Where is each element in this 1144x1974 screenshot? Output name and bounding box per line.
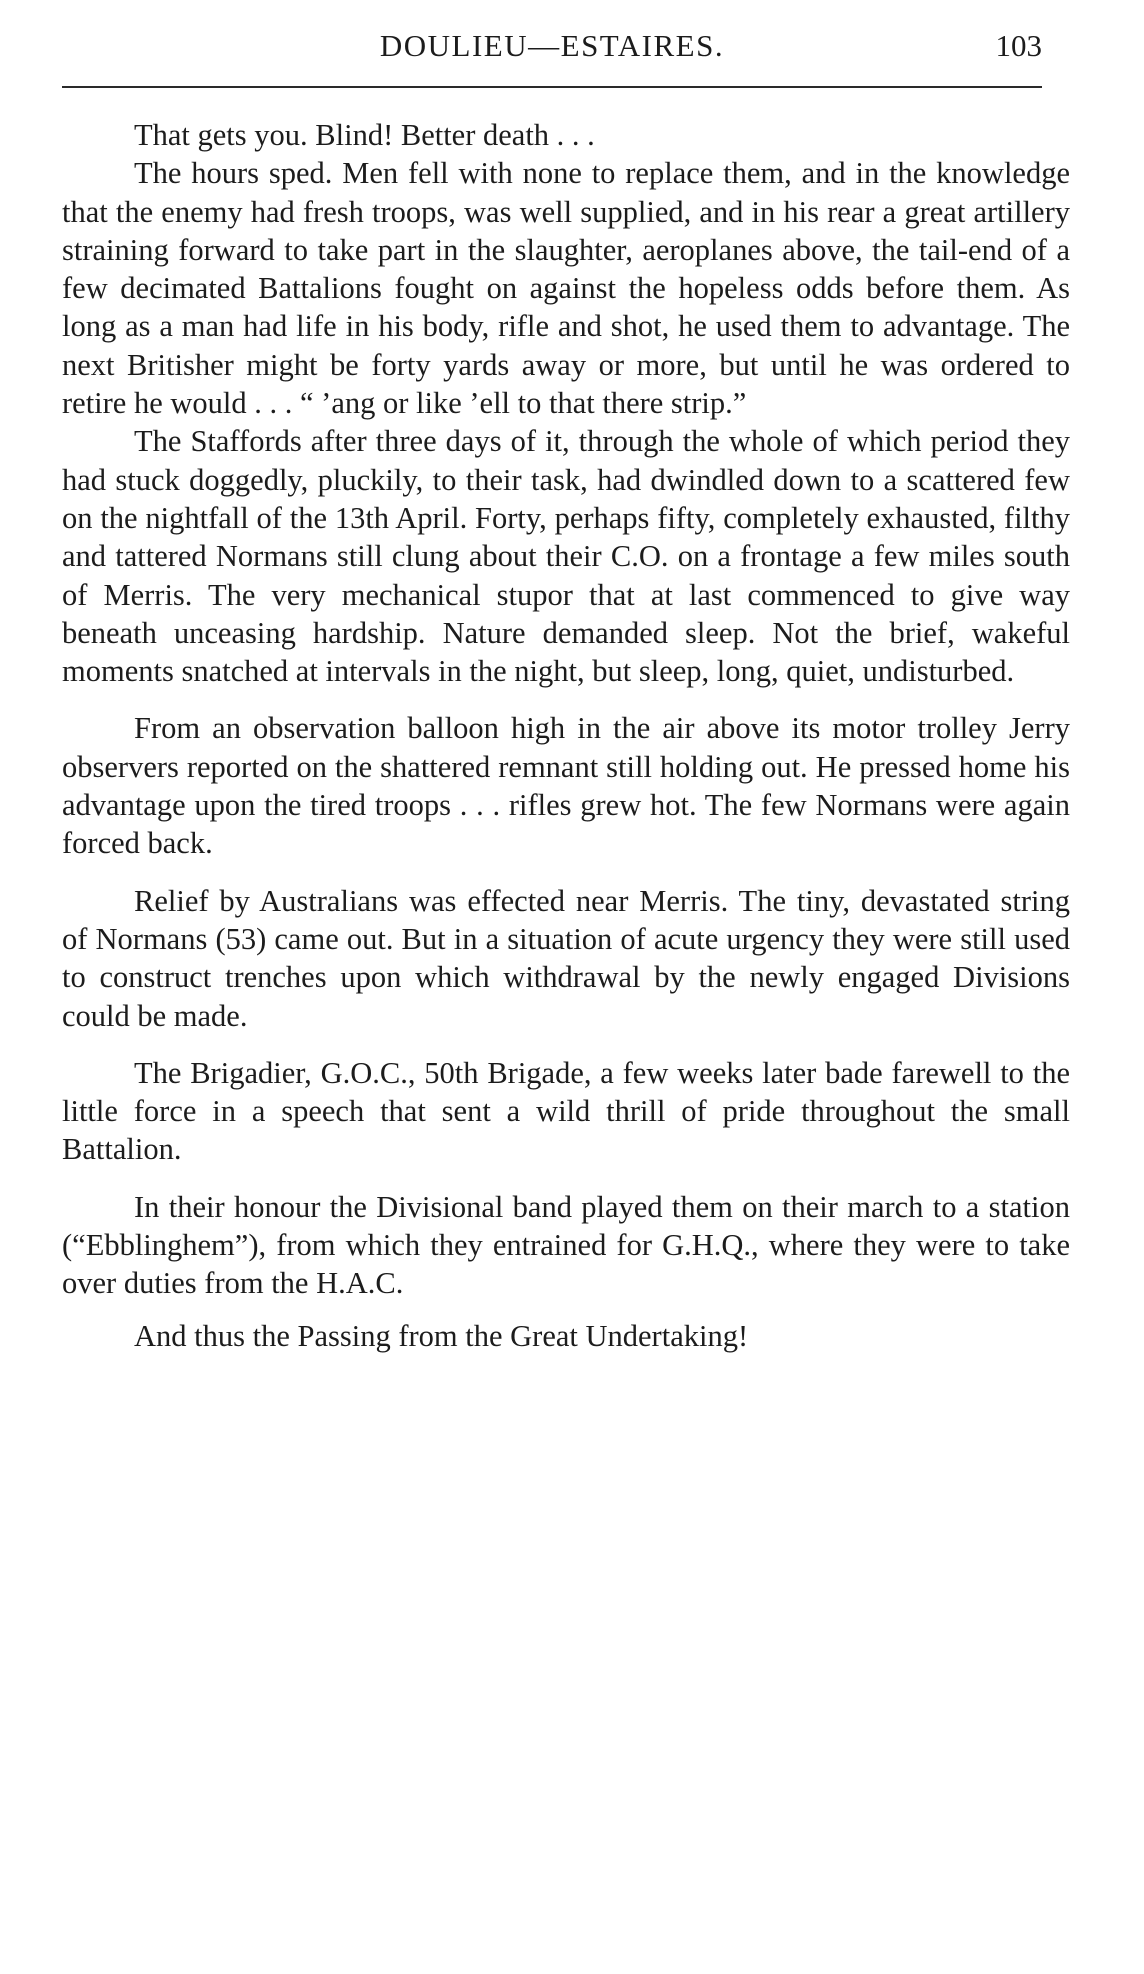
- paragraph-3: The Staffords after three days of it, through the whole of which period they had stuck doggedly, pluckily, to their task, had dwindled down to a scattered few on the nightfall of the 13th April. Forty, perhaps fifty, completely exhausted, filthy and tattered Normans still clung about their C.O. on a frontage a few miles south of Merris. The very mechanical stupor that at last commenced to give way beneath unceasing hardship. Nature demanded sleep. Not the brief, wakeful moments snatched at intervals in the night, but sleep, long, quiet, undisturbed.: [62, 424, 1070, 689]
- paragraph-6: The Brigadier, G.O.C., 50th Brigade, a few weeks later bade farewell to the little force in a speech that sent a wild thrill of pride throughout the small Battalion.: [62, 1055, 1070, 1167]
- header-rule: [62, 86, 1042, 88]
- paragraph-5: Relief by Australians was effected near Merris. The tiny, devastated string of Normans (53) came out. But in a situation of acute urgency they were still used to construct trenches upon which withdrawal by the newly engaged Divisions could be made.: [62, 883, 1070, 1033]
- running-title: DOULIEU—ESTAIRES.: [379, 28, 725, 63]
- body-text: [62, 116, 1070, 1355]
- paragraph-8: And thus the Passing from the Great Undertaking!: [134, 1318, 749, 1353]
- paragraph-4: From an observation balloon high in the air above its motor trolley Jerry observers reported on the shattered remnant still holding out. He pressed home his advantage upon the tired troops . . . rifles grew hot. The few Normans were again forced back.: [62, 711, 1070, 861]
- paragraph-7: In their honour the Divisional band played them on their march to a station (“Ebblinghem”), from which they entrained for G.H.Q., where they were to take over duties from the H.A.C.: [62, 1189, 1070, 1301]
- paragraph-2: The hours sped. Men fell with none to replace them, and in the knowledge that the enemy had fresh troops, was well supplied, and in his rear a great artillery straining forward to take part in the slaughter, aeroplanes above, the tail-end of a few decimated Battalions fought on against the hopeless odds before them. As long as a man had life in his body, rifle and shot, he used them to advantage. The next Britisher might be forty yards away or more, but until he was ordered to retire he would . . . “ ’ang or like ’ell to that there strip.”: [62, 156, 1070, 421]
- paragraph-1: That gets you. Blind! Better death . . .: [134, 118, 595, 152]
- page-header: [62, 22, 1062, 72]
- page-number: 103: [995, 28, 1042, 63]
- book-page: [62, 22, 1070, 1353]
